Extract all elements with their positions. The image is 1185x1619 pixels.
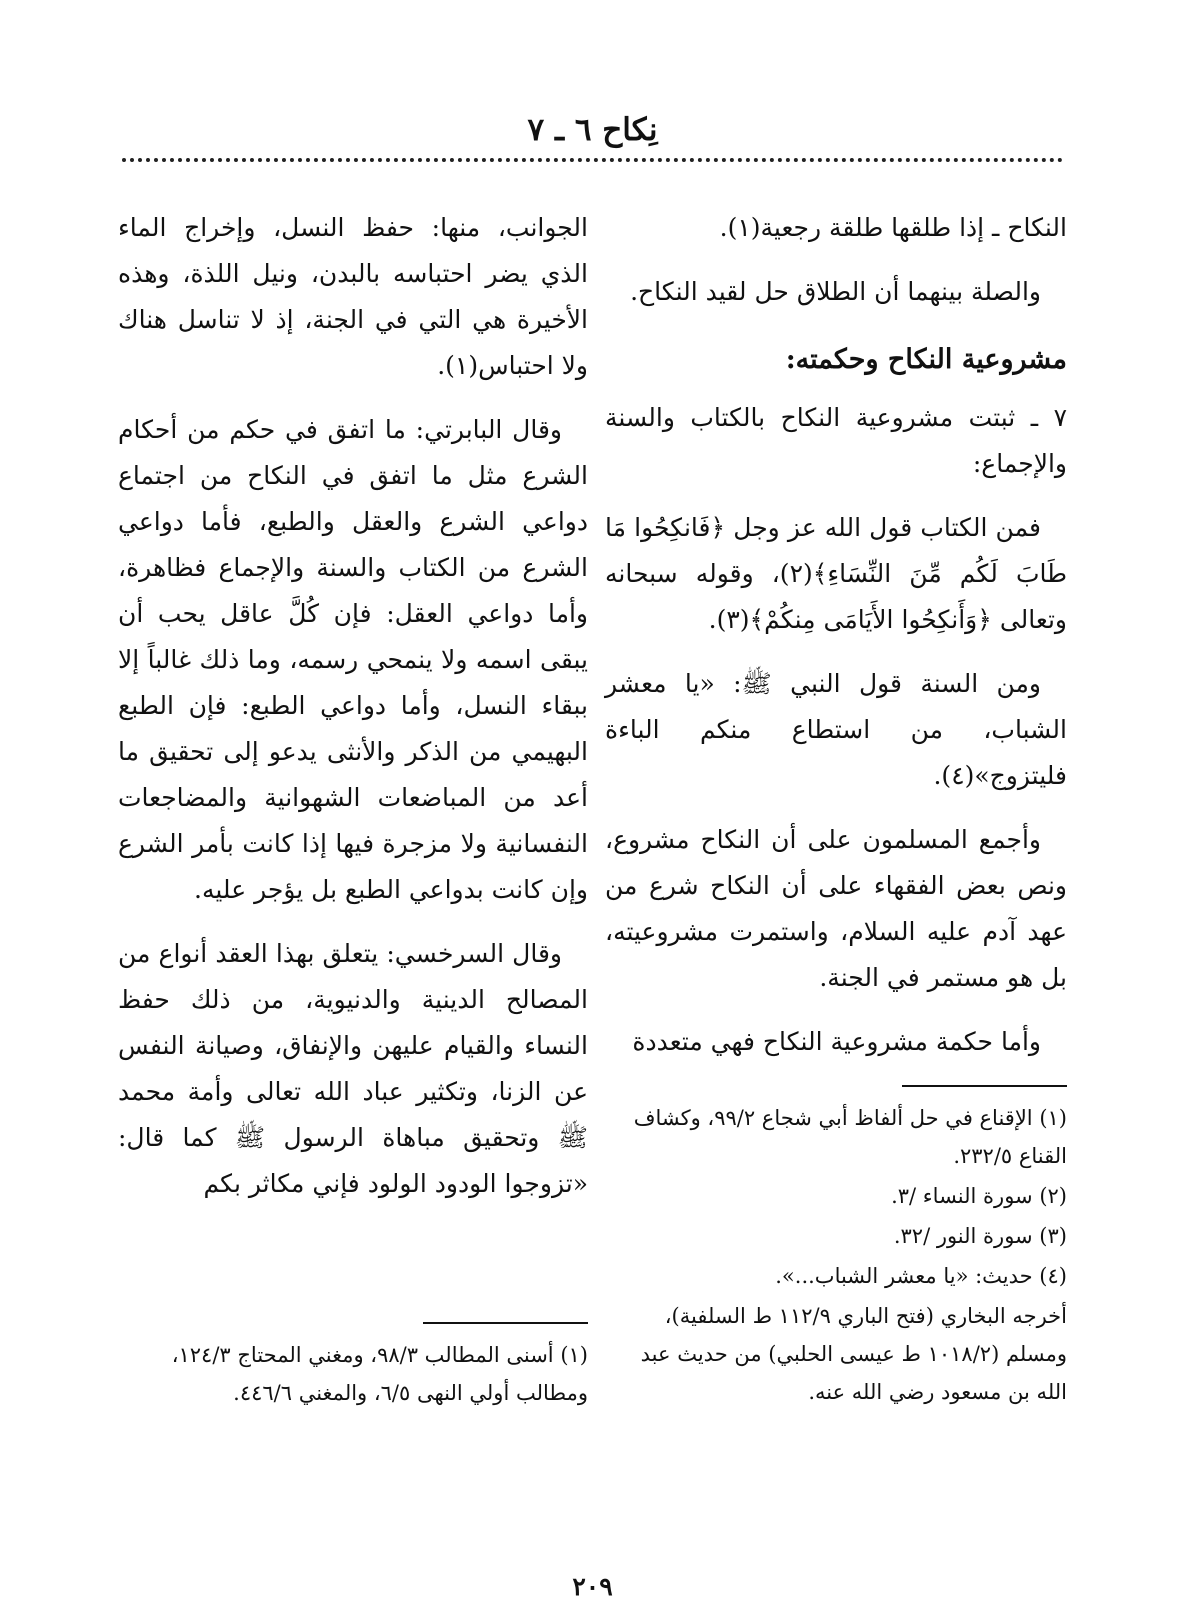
paragraph: وأجمع المسلمون على أن النكاح مشروع، ونص بعض الفقهاء على أن النكاح شرع من عهد آدم عليه السلام، واستمرت مشروعيته، بل هو مستمر في الجنة.: [605, 825, 1067, 992]
left-column: [118, 205, 588, 1225]
paragraph: وقال السرخسي: يتعلق بهذا العقد أنواع من المصالح الدينية والدنيوية، من ذلك حفظ النساء والقيام عليهن والإنفاق، وصيانة النفس عن الزنا، وتكثير عباد الله تعالى وأمة محمد ﷺ وتحقيق مباهاة الرسول ﷺ كما قال: «تزوجوا الودود الولود فإني مكاثر بكم: [118, 939, 588, 1198]
right-footnotes: [605, 1085, 1067, 1411]
paragraph: وقال البابرتي: ما اتفق في حكم من أحكام الشرع مثل ما اتفق في النكاح من اجتماع دواعي الشرع والعقل والطبع، فأما دواعي الشرع من الكتاب والسنة والإجماع فظاهرة، وأما دواعي العقل: فإن كُلَّ عاقل يحب أن يبقى اسمه ولا ينمحي رسمه، وما ذلك غالباً إلا ببقاء النسل، وأما دواعي الطبع: فإن الطبع البهيمي من الذكر والأنثى يدعو إلى تحقيق ما أعد من المباضعات الشهوانية والمضاجعات النفسانية ولا مزجرة فيها إذا كانت بأمر الشرع وإن كانت بدواعي الطبع بل يؤجر عليه.: [118, 415, 588, 904]
footnote-rule: [423, 1322, 588, 1324]
footnote-rule: [902, 1085, 1067, 1087]
paragraph: ٧ ـ ثبتت مشروعية النكاح بالكتاب والسنة والإجماع:: [605, 403, 1067, 478]
right-column: [605, 205, 1067, 1083]
footnote: (٣) سورة النور /٣٢.: [893, 1224, 1067, 1248]
footnote: (٢) سورة النساء /٣.: [891, 1184, 1067, 1208]
paragraph: والصلة بينهما أن الطلاق حل لقيد النكاح.: [630, 277, 1041, 306]
paragraph: ومن السنة قول النبي ﷺ: «يا معشر الشباب، من استطاع منكم الباءة فليتزوج»(٤).: [605, 669, 1067, 790]
paragraph: الجوانب، منها: حفظ النسل، وإخراج الماء الذي يضر احتباسه بالبدن، ونيل اللذة، وهذه الأخيرة هي التي في الجنة، إذ لا تناسل هناك ولا احتباس(١).: [118, 213, 588, 380]
paragraph: النكاح ـ إذا طلقها طلقة رجعية(١).: [719, 213, 1067, 242]
paragraph: وأما حكمة مشروعية النكاح فهي متعددة: [632, 1027, 1041, 1056]
paragraph: فمن الكتاب قول الله عز وجل ﴿فَانكِحُوا مَا طَابَ لَكُم مِّنَ النِّسَاءِ﴾(٢)، وقوله سبحانه وتعالى ﴿وَأَنكِحُوا الأَيَامَى مِنكُمْ﴾(٣).: [605, 513, 1067, 634]
footnote: (١) أسنى المطالب ٩٨/٣، ومغني المحتاج ١٢٤/٣، ومطالب أولي النهى ٦/٥، والمغني ٤٤٦/٦.: [171, 1343, 588, 1405]
footnote-continuation: أخرجه البخاري (فتح الباري ١١٢/٩ ط السلفية)، ومسلم (١٠١٨/٢ ط عيسى الحلبي) من حديث عبد الله بن مسعود رضي الله عنه.: [640, 1304, 1067, 1404]
page-header-title: نِكاح ٦ ـ ٧: [527, 112, 658, 148]
header-dotted-rule: [122, 158, 1063, 162]
footnote: (١) الإقناع في حل ألفاظ أبي شجاع ٩٩/٢، وكشاف القناع ٢٣٢/٥.: [633, 1106, 1067, 1168]
left-footnotes: [118, 1322, 588, 1414]
footnote: (٤) حديث: «يا معشر الشباب...».: [775, 1264, 1067, 1288]
section-heading: مشروعية النكاح وحكمته:: [785, 344, 1067, 375]
page-number: ٢٠٩: [572, 1572, 613, 1601]
